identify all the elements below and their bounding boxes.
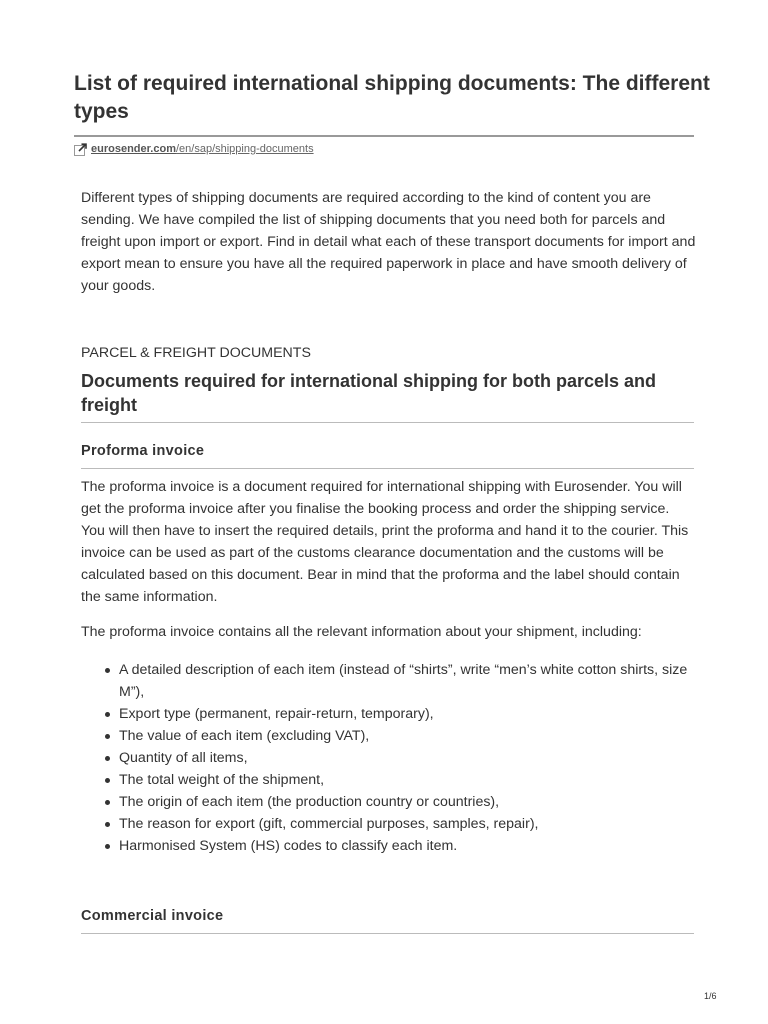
section-kicker: PARCEL & FREIGHT DOCUMENTS [81,345,311,361]
proforma-paragraph-2: The proforma invoice contains all the relevant information about your shipment, including: [81,624,642,640]
list-item: The total weight of the shipment, [119,769,696,791]
list-item: A detailed description of each item (instead of “shirts”, write “men’s white cotton shirts, size M”), [119,659,696,703]
page-number: 1/6 [704,991,717,1001]
external-link-icon [74,143,87,156]
commercial-invoice-heading: Commercial invoice [81,908,224,924]
section-heading: Documents required for international shipping for both parcels and freight [81,371,657,415]
page-title: List of required international shipping documents: The different types [74,72,710,123]
list-item: The reason for export (gift, commercial purposes, samples, repair), [119,813,696,835]
proforma-bullet-list [81,659,696,857]
source-domain[interactable]: eurosender.com [91,143,176,155]
list-item: The origin of each item (the production country or countries), [119,791,696,813]
list-item: Harmonised System (HS) codes to classify each item. [119,835,696,857]
source-path[interactable]: /en/sap/shipping-documents [175,143,314,155]
list-item: Quantity of all items, [119,747,696,769]
proforma-heading: Proforma invoice [81,443,205,459]
proforma-divider [81,468,694,469]
commercial-divider [81,933,694,934]
title-divider [74,135,694,137]
list-item: Export type (permanent, repair-return, temporary), [119,703,696,725]
proforma-paragraph-1: The proforma invoice is a document required for international shipping with Eurosender. You will get the proforma invoice after you finalise the booking process and order the shipping service. You will then have to insert the required details, print the proforma and hand it to the courier. This invoice can be used as part of the customs clearance documentation and the customs will be calculated based on this document. Bear in mind that the proforma and the label should contain the same information. [81,479,689,605]
intro-paragraph: Different types of shipping documents are required according to the kind of content you are sending. We have compiled the list of shipping documents that you need both for parcels and freight upon import or export. Find in detail what each of these transport documents for import and export mean to ensure you have all the required paperwork in place and have smooth delivery of your goods. [81,190,696,294]
section-divider [81,422,694,423]
source-link[interactable] [74,141,314,157]
list-item: The value of each item (excluding VAT), [119,725,696,747]
